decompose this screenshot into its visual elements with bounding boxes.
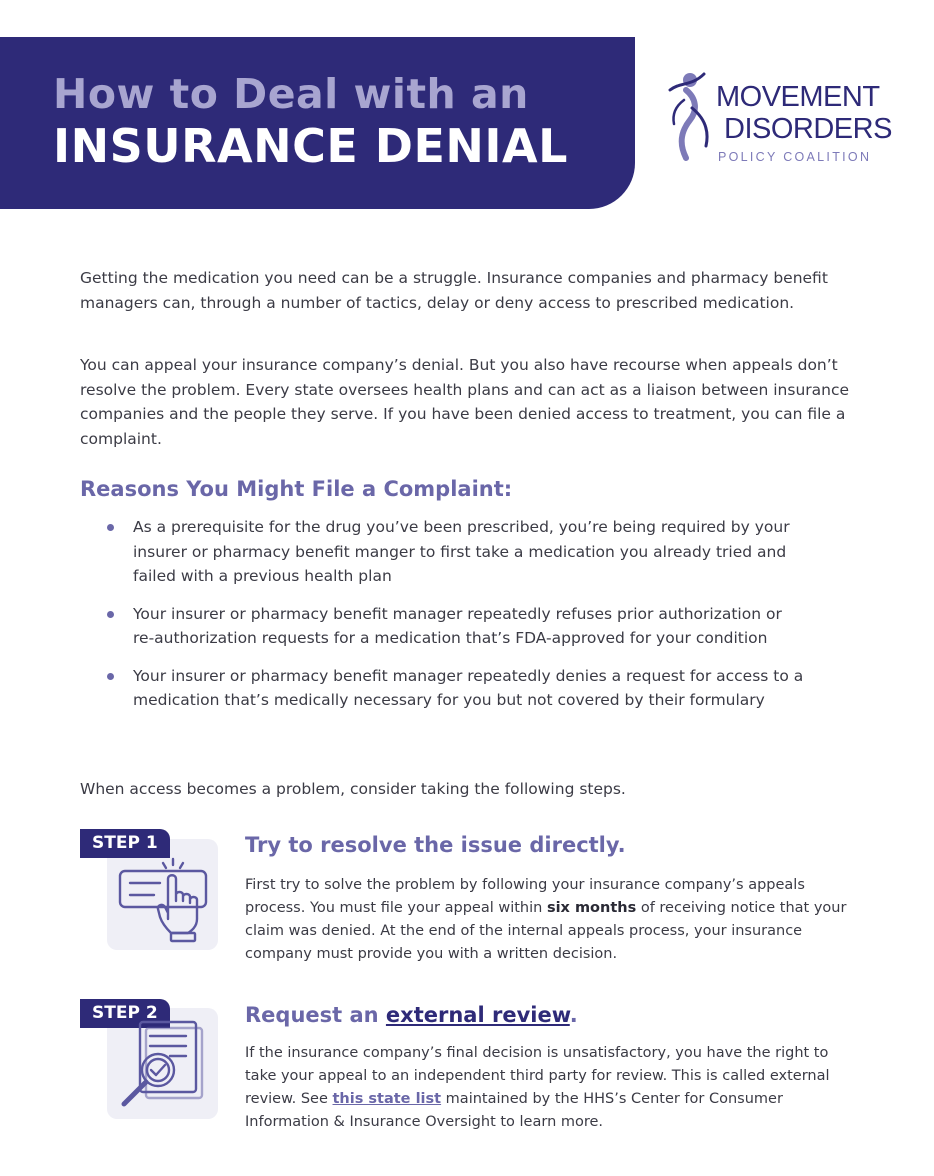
reason-item xyxy=(106,515,806,589)
reason-text: As a prerequisite for the drug you’ve been prescribed, you’re being required by your insurer or pharmacy benefit manger to first take a medication you already tried and failed with a previous health plan xyxy=(133,518,790,585)
step2-heading xyxy=(245,1003,578,1027)
page-title-line1: How to Deal with an xyxy=(53,70,529,118)
step1-body xyxy=(245,874,855,966)
reason-item xyxy=(106,664,806,713)
dancer-figure-icon xyxy=(666,68,722,168)
steps-intro: When access becomes a problem, consider taking the following steps. xyxy=(80,780,626,798)
document-magnifier-check-icon xyxy=(116,1018,210,1110)
step1-body-text: First try to solve the problem by following your insurance company’s appeals process. You must file your appeal within xyxy=(245,877,805,916)
hand-pointing-at-button-icon xyxy=(116,857,210,943)
movement-disorders-logo xyxy=(666,68,906,168)
reason-item xyxy=(106,602,806,651)
step1-heading: Try to resolve the issue directly. xyxy=(245,833,626,857)
reason-text: Your insurer or pharmacy benefit manager repeatedly refuses prior authorization or re-authorization requests for a medication that’s FDA-approved for your condition xyxy=(133,604,782,647)
page-title-line2: INSURANCE DENIAL xyxy=(53,119,568,173)
intro-paragraph-1: Getting the medication you need can be a struggle. Insurance companies and pharmacy benefit managers can, through a number of tactics, delay or deny access to prescribed medication. xyxy=(80,269,828,312)
bullet-dot-icon xyxy=(107,611,114,618)
step2-body-text-end: maintained by the HHS’s Center for Consumer Information & Insurance Oversight to learn more. xyxy=(245,1091,783,1130)
reasons-heading: Reasons You Might File a Complaint: xyxy=(80,477,513,501)
step2-badge: STEP 2 xyxy=(80,999,170,1028)
logo-line1: MOVEMENT xyxy=(716,81,880,113)
logo-line3: POLICY COALITION xyxy=(718,150,872,164)
state-list-link[interactable]: this state list xyxy=(332,1091,442,1107)
step2-body-text: If the insurance company’s final decision is unsatisfactory, you have the right to take your appeal to an independent third party for review. This is called external review. See xyxy=(245,1045,830,1107)
step2-heading-period: . xyxy=(569,1003,578,1027)
bullet-dot-icon xyxy=(107,524,114,531)
step2-body xyxy=(245,1042,855,1134)
intro-paragraph-2: You can appeal your insurance company’s denial. But you also have recourse when appeals don’t resolve the problem. Every state oversees health plans and can act as a liaison between insurance companies and the people they serve. If you have been denied access to treatment, you can file a complaint. xyxy=(80,356,850,448)
bullet-dot-icon xyxy=(107,673,114,680)
reasons-list xyxy=(106,515,806,713)
reason-text: Your insurer or pharmacy benefit manager repeatedly denies a request for access to a medication that’s medically necessary for you but not covered by their formulary xyxy=(133,666,804,709)
six-months-emphasis: six months xyxy=(546,900,637,916)
step1-badge: STEP 1 xyxy=(80,829,170,858)
step1-body-text-end: of receiving notice that your claim was denied. At the end of the internal appeals process, your insurance company must provide you with a written decision. xyxy=(245,900,847,962)
logo-line2: DISORDERS xyxy=(724,113,892,145)
external-review-link[interactable]: external review xyxy=(385,1003,570,1027)
step2-heading-text: Request an xyxy=(245,1003,386,1027)
